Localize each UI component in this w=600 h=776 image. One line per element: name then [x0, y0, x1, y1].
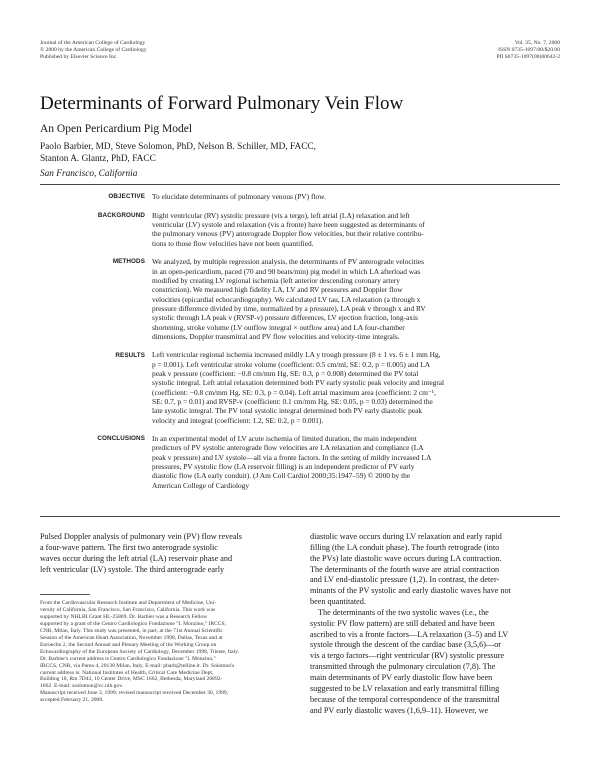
header-left-line: Journal of the American College of Cardiology — [40, 40, 146, 46]
abstract-line: Left ventricular regional ischemia increased mildly LA y trough pressure (8 ± 1 vs. 6 ± 1 mm Hg, — [152, 350, 441, 360]
abstract-text — [152, 257, 560, 341]
footnote-line: supported by NHLBI Grant HL-25869. Dr. Barbier was a Research Fellow — [40, 613, 208, 620]
abstract-line: systolic integral. Left atrial relaxation determined both PV early systolic peak velocity and integral — [152, 378, 445, 388]
body-line: The determinants of the fourth wave are atrial contraction — [310, 564, 500, 574]
footnote-line: Dr. Barbier's current address is Centro Cardiologico Fondazione "I. Monzino," — [40, 655, 216, 662]
body-line: filling (the LA conduit phase). The fourth retrograde (into — [310, 542, 500, 552]
abstract-line: peak v pressure) and LV systole—all via a fronte factors. In the setting of mildly increased LA — [152, 452, 432, 462]
body-column-right — [310, 532, 562, 716]
header-left-line: © 2000 by the American College of Cardiology — [40, 47, 147, 54]
author-line: Stanton A. Glantz, PhD, FACC — [40, 154, 156, 164]
body-line: transmitted through the pulmonary circulation (7,8). The — [310, 662, 496, 672]
abstract-conclusions — [40, 434, 560, 490]
header-left-line: Published by Elsevier Science Inc. — [40, 54, 118, 61]
abstract-label: OBJECTIVE — [108, 193, 145, 201]
abstract-methods — [40, 257, 560, 341]
abstract-line: pressure difference divided by time, normalized by a pressure), LA peak v through x and RV — [152, 303, 426, 313]
footnote-line: Manuscript received June 3, 1999; revised manuscript received December 30, 1999, — [40, 690, 229, 697]
body-line: Pulsed Doppler analysis of pulmonary vein (PV) flow reveals — [40, 532, 242, 541]
abstract — [40, 192, 560, 490]
abstract-line: velocities (epicardial echocardiography). We calculated LV tau, LA relaxation (a through x — [152, 294, 421, 304]
abstract-text — [152, 350, 560, 425]
body-line: and LV end-diastolic pressure (1,2). In contrast, the deter- — [310, 575, 500, 585]
abstract-line: peak v pressure (coefficient: −0.8 cm/mm Hg, SE: 0.3, p = 0.008) determined the PV total — [152, 368, 419, 378]
abstract-line: In an experimental model of LV acute ischemia of limited duration, the main independent — [152, 434, 417, 444]
footnote-line: current address is: National Institutes of Health, Critical Care Medicine Dept, — [40, 669, 214, 676]
abstract-label: RESULTS — [115, 351, 145, 359]
body-line: and PV early diastolic waves (1,6,9–11). However, we — [310, 705, 489, 715]
abstract-line: SE: 0.7, p = 0.01) and RVSP-v (coefficient: 0.1 cm/mm Hg, SE: 0.05, p = 0.03) determined the — [152, 396, 433, 406]
footnotes — [40, 600, 294, 704]
abstract-text — [152, 192, 560, 201]
body-line: because of the temporal correspondence of the transmitral — [310, 694, 500, 704]
divider-top — [40, 184, 560, 185]
abstract-line: modified by creating LV regional ischemia (left anterior descending coronary artery — [152, 275, 400, 285]
body-line: a four-wave pattern. The first two anterograde systolic — [40, 542, 218, 552]
footnote-line: 1662. E-mail: ssolomon@cc.nih.gov. — [40, 683, 124, 690]
abstract-line: dimensions, Doppler transmitral and PV flow velocities and velocity-time integrals. — [152, 331, 400, 341]
header-right-line: ISSN 0735-1097/00/$20.00 — [498, 47, 560, 54]
abstract-line: predictors of PV systolic anterograde flow velocities are LA relaxation and compliance (LA — [152, 443, 424, 453]
abstract-line: (coefficient: −0.8 cm/mm Hg, SE: 0.3, p = 0.04). Left atrial maximum area (coefficient: 2 cm⁻¹, — [152, 387, 436, 397]
author-list — [40, 141, 316, 165]
body-line: The determinants of the two systolic waves (i.e., the — [310, 607, 489, 617]
footnote-line: Building 10, Rm 7D43, 10 Center Drive, MSC 1662, Bethesda, Maryland 20892- — [40, 676, 223, 683]
abstract-line: American College of Cardiology — [152, 480, 250, 490]
abstract-line: tions to those flow velocities have not been quantified. — [152, 238, 314, 248]
abstract-line: the pulmonary venous (PV) anterograde Doppler flow velocities, but their relative contribu- — [152, 229, 424, 239]
abstract-line: diastolic flow (LA early conduit). (J Am Coll Cardiol 2000;35:1947–59) © 2000 by the — [152, 471, 411, 481]
article-subtitle: An Open Pericardium Pig Model — [40, 123, 193, 135]
body-line: main determinants of PV early diastolic flow have been — [310, 672, 493, 682]
header-right-line: Vol. 35, No. 7, 2000 — [514, 40, 560, 46]
body-line: waves occur during the left atrial (LA) reservoir phase and — [40, 553, 233, 563]
body-line: systole through the descent of the cardiac base (3,5,6)—or — [310, 640, 501, 650]
footnote-line: versity of California, San Francisco, San Francisco, California. This work was — [40, 606, 216, 613]
footnote-line: From the Cardiovascular Research Institute and Department of Medicine, Uni- — [40, 600, 217, 606]
abstract-line: p = 0.001). Left ventricular stroke volume (coefficient: 0.5 cm/ml, SE: 0.2, p = 0.005) and LA — [152, 359, 431, 369]
footnote-line: accepted February 21, 2000. — [40, 697, 104, 704]
abstract-line: in an open-pericardium, paced (70 and 90 beats/min) pig model in which LA afterload was — [152, 266, 421, 276]
abstract-line: ventricular (LV) systole and relaxation (vis a fronte) have been suggested as determinants of — [152, 220, 425, 230]
footnote-line: Echocardiography of the European Society of Cardiology, December 1998, Trieste, Italy. — [40, 648, 240, 655]
abstract-line: late systolic integral. The PV total systolic integral determined both PV early diastolic peak — [152, 406, 423, 416]
footnote-line: CNR, Milan, Italy. This study was presented, in part, at the 71st Annual Scientific — [40, 627, 223, 634]
body-line: suggested to be LV relaxation and early transmitral filling — [310, 683, 500, 693]
body-line: systolic PV flow pattern) are still debated and have been — [310, 618, 495, 628]
abstract-line: We analyzed, by multiple regression analysis, the determinants of PV anterograde velocities — [152, 257, 425, 267]
abstract-results — [40, 350, 560, 425]
footnote-line: Session of the American Heart Association, November 1998, Dallas, Texas and at — [40, 634, 223, 641]
body-line: ascribed to vis a fronte factors—LA relaxation (3–5) and LV — [310, 629, 509, 639]
abstract-line: Right ventricular (RV) systolic pressure (vis a tergo), left atrial (LA) relaxation and left — [152, 210, 410, 220]
article-title: Determinants of Forward Pulmonary Vein Flow — [40, 93, 404, 114]
abstract-text — [152, 211, 560, 248]
abstract-objective — [40, 192, 560, 202]
abstract-line: velocity and integral (coefficient: 1.2, SE: 0.2, p = 0.001). — [152, 415, 324, 425]
body-column-left — [40, 532, 292, 575]
abstract-label: BACKGROUND — [97, 212, 145, 220]
footnote-line: supported by a grant of the Centro Cardiologico Fondazione "I. Monzino," IRCCS, — [40, 620, 227, 627]
abstract-text — [152, 434, 560, 490]
body-line: vis a tergo factors—right ventricular (RV) systolic pressure — [310, 651, 505, 661]
journal-header-right — [496, 40, 560, 62]
abstract-line: constriction). We measured high fidelity LA, LV and RV pressures and Doppler flow — [152, 285, 403, 295]
abstract-line: To elucidate determinants of pulmonary venous (PV) flow. — [152, 192, 326, 201]
body-line: the PVs) late diastolic wave occurs during LA contraction. — [310, 553, 502, 563]
abstract-line: systolic through LA peak v (RVSP-v) pressure differences, LV ejection fraction, long-axis — [152, 313, 418, 323]
body-line: diastolic wave occurs during LV relaxation and early rapid — [310, 532, 502, 541]
footnote-divider — [40, 594, 90, 595]
header-right-line: PII S0735-1097(00)00642-2 — [496, 54, 560, 61]
journal-header-left — [40, 40, 147, 62]
footnote-line: IRCCS, CNR, via Parea 4, 20138 Milan, Italy. E-mail: pbarb@telline.it. Dr. Solomon's — [40, 662, 235, 669]
divider-bottom — [40, 516, 560, 517]
body-line: minants of the PV systolic and early diastolic waves have not — [310, 586, 511, 596]
abstract-line: pressures, PV systolic flow (LA reservoir filling) is an independent predictor of PV early — [152, 462, 415, 472]
body-line: left ventricular (LV) systole. The third anterograde early — [40, 564, 225, 574]
footnote-line: Euroecho 2, the Second Annual and Plenary Meeting of the Working Group on — [40, 641, 217, 648]
abstract-background — [40, 211, 560, 248]
abstract-label: CONCLUSIONS — [97, 435, 145, 443]
abstract-line: shortening, stroke volume (LV outflow integral × outflow area) and LA four-chamber — [152, 322, 405, 332]
author-line: Paolo Barbier, MD, Steve Solomon, PhD, Nelson B. Schiller, MD, FACC, — [40, 142, 316, 152]
abstract-label: METHODS — [112, 258, 145, 266]
body-line: been quantitated. — [310, 597, 366, 607]
affiliation: San Francisco, California — [40, 169, 138, 179]
